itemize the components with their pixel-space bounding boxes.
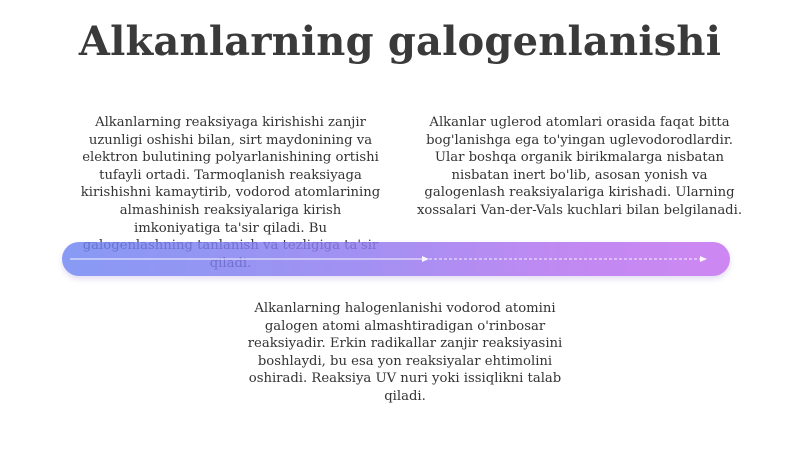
paragraph-right: Alkanlar uglerod atomlari orasida faqat bitta bog'lanishga ega to'yingan uglevodorodlardir. Ular boshqa organik birikmalarga nisbatan nisbatan inert bo'lib, asosan yonish va galogenlash reaksiyalariga kirishadi. Ularning xossalari Van-der-Vals kuchlari bilan belgilanadi. — [416, 115, 743, 218]
paragraph-bottom: Alkanlarning halogenlanishi vodorod atomini galogen atomi almashtiradigan o'rinbosar reaksiyadir. Erkin radikallar zanjir reaksiyasini boshlaydi, bu esa yon reaksiyalar ehtimolini oshiradi. Reaksiya UV nuri yoki issiqlikni talab qiladi. — [247, 301, 563, 404]
timeline-arrowhead-right — [700, 256, 707, 262]
slide-title: Alkanlarning galogenlanishi — [78, 18, 722, 65]
paragraph-left: Alkanlarning reaksiyaga kirishishi zanjir uzunligi oshishi bilan, sirt maydonining va elektron bulutining polyarlanishining ortishi tufayli ortadi. Tarmoqlanish reaksiyaga kirishishni kamaytirib, vodorod atomlarining almashinish reaksiyalariga kirish imkoniyatiga ta'sir qiladi. Bu — [80, 115, 381, 236]
timeline-arrowhead-left — [422, 256, 429, 262]
timeline-arrow — [62, 242, 730, 276]
